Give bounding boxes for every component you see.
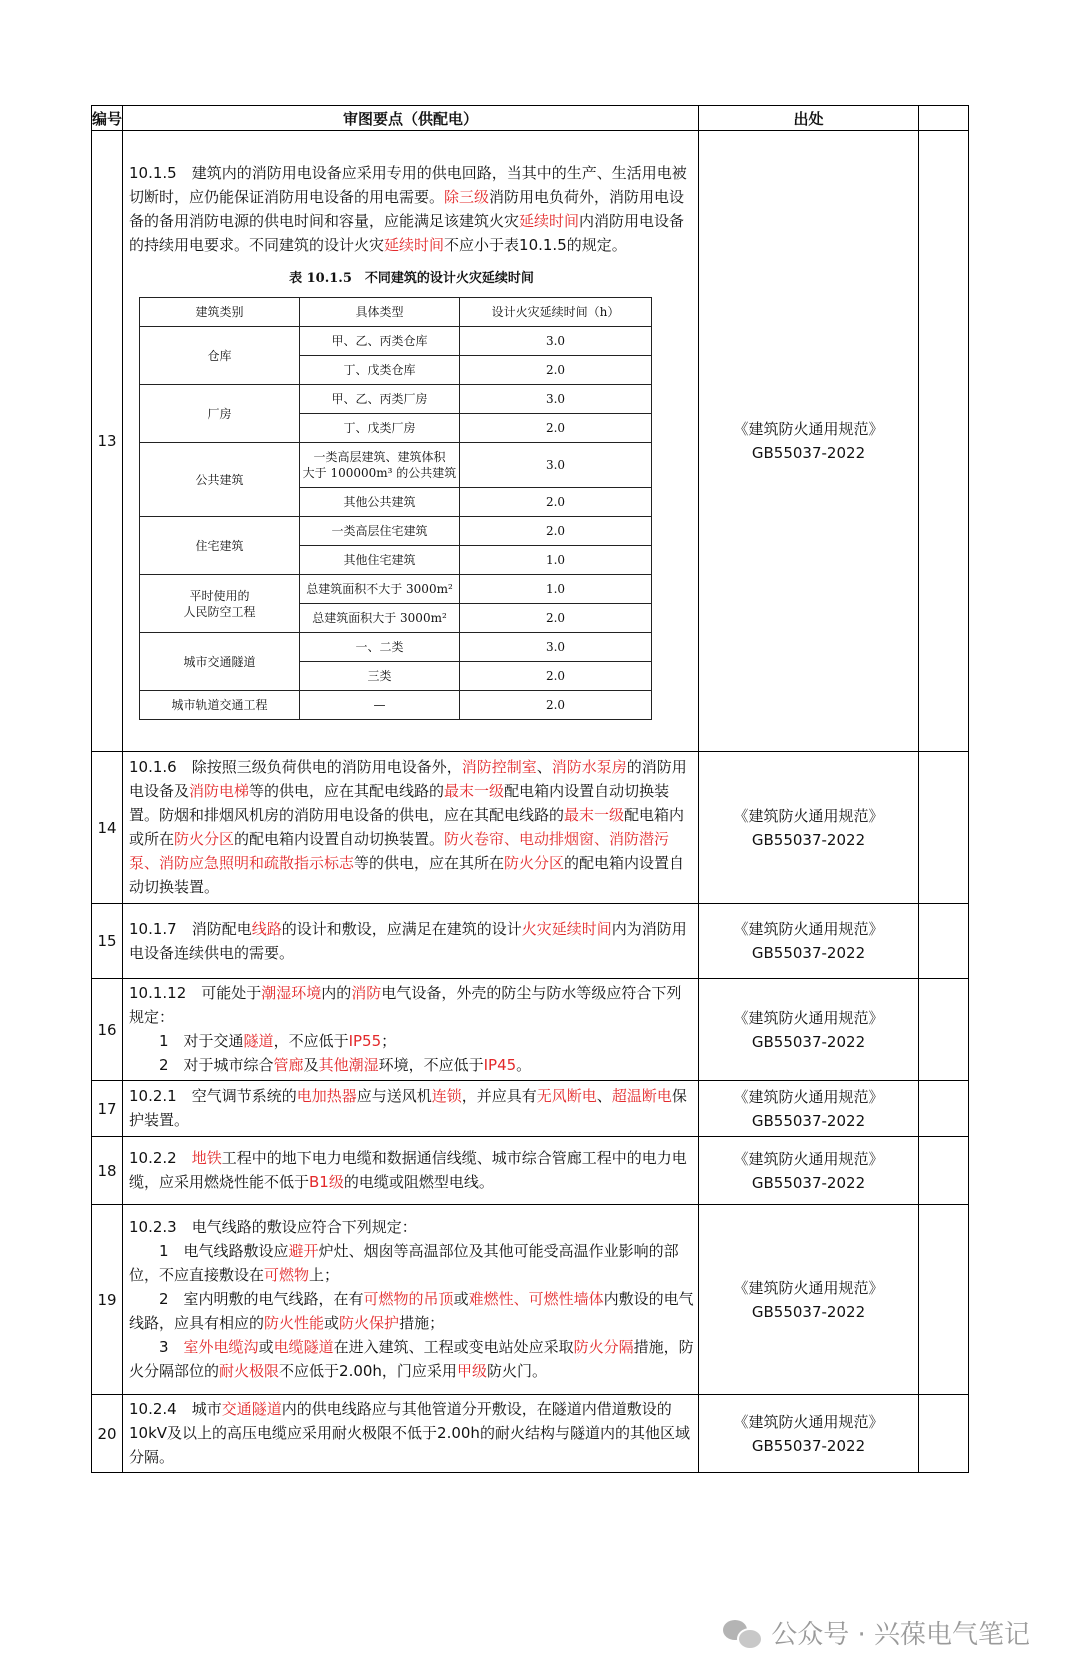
row-number: 18	[92, 1137, 123, 1205]
duration-cell: 3.0	[460, 327, 652, 356]
wechat-icon	[723, 1618, 761, 1648]
sub-table-row	[140, 443, 652, 488]
table-row	[92, 904, 969, 979]
category-cell: 城市交通隧道	[140, 633, 300, 691]
extra-cell	[919, 752, 969, 904]
type-cell: 总建筑面积不大于 3000m²	[300, 575, 460, 604]
watermark	[723, 1614, 1030, 1651]
sub-table-header	[140, 298, 652, 327]
sub-header-duration: 设计火灾延续时间（h）	[460, 298, 652, 327]
duration-cell: 2.0	[460, 604, 652, 633]
sub-header-category: 建筑类别	[140, 298, 300, 327]
table-caption: 表 10.1.5 不同建筑的设计火灾延续时间	[289, 271, 534, 286]
type-cell: 其他住宅建筑	[300, 546, 460, 575]
table-row	[92, 752, 969, 904]
type-cell: 丁、戊类厂房	[300, 414, 460, 443]
source-cell: 《建筑防火通用规范》 GB55037-2022	[699, 1137, 919, 1205]
row-number: 13	[92, 131, 123, 752]
row-number: 19	[92, 1205, 123, 1395]
clause-item: 3 室外电缆沟或电缆隧道在进入建筑、工程或变电站处应采取防火分隔措施，防火分隔部位的耐火极限不应低于2.00h，门应采用甲级防火门。	[129, 1338, 694, 1380]
row-number: 14	[92, 752, 123, 904]
row-content	[123, 131, 699, 752]
header-source: 出处	[699, 106, 919, 131]
type-cell: 其他公共建筑	[300, 488, 460, 517]
category-cell: 公共建筑	[140, 443, 300, 517]
type-cell: 丁、戊类仓库	[300, 356, 460, 385]
duration-cell: 1.0	[460, 546, 652, 575]
duration-cell: 3.0	[460, 633, 652, 662]
sub-table-row	[140, 575, 652, 604]
row-number: 17	[92, 1081, 123, 1137]
extra-cell	[919, 1395, 969, 1473]
row-content: 10.2.1 空气调节系统的电加热器应与送风机连锁，并应具有无风断电、超温断电保护装置。	[123, 1081, 699, 1137]
header-points: 审图要点（供配电）	[123, 106, 699, 131]
category-cell: 城市轨道交通工程	[140, 691, 300, 720]
type-cell: 总建筑面积大于 3000m²	[300, 604, 460, 633]
duration-cell: 2.0	[460, 356, 652, 385]
regulation-sheet	[91, 105, 968, 1473]
category-cell: 仓库	[140, 327, 300, 385]
source-cell: 《建筑防火通用规范》 GB55037-2022	[699, 904, 919, 979]
type-cell: —	[300, 691, 460, 720]
sub-table-row	[140, 691, 652, 720]
source-cell: 《建筑防火通用规范》 GB55037-2022	[699, 1395, 919, 1473]
table-row	[92, 1395, 969, 1473]
sub-table-row	[140, 385, 652, 414]
duration-cell: 3.0	[460, 385, 652, 414]
clause-text: 10.2.3 电气线路的敷设应符合下列规定：	[129, 1218, 417, 1236]
duration-cell: 1.0	[460, 575, 652, 604]
duration-cell: 2.0	[460, 414, 652, 443]
extra-cell	[919, 131, 969, 752]
row-number: 15	[92, 904, 123, 979]
extra-cell	[919, 1205, 969, 1395]
type-cell: 三类	[300, 662, 460, 691]
clause-item: 2 室内明敷的电气线路，在有可燃物的吊顶或难燃性、可燃性墙体内敷设的电气线路，应具有相应的防火性能或防火保护措施；	[129, 1290, 694, 1332]
clause-text: 10.1.5 建筑内的消防用电设备应采用专用的供电回路，当其中的生产、生活用电被切断时，应仍能保证消防用电设备的用电需要。除三级消防用电负荷外，消防用电设备的备用消防电源的供电时间和容量，应能满足该建筑火灾延续时间内消防用电设备的持续用电要求。不同建筑的设计火灾延续时间不应小于表10.1.5的规定。	[129, 164, 687, 254]
clause-item: 1 对于交通隧道，不应低于IP55；	[159, 1032, 397, 1050]
duration-cell: 2.0	[460, 517, 652, 546]
sub-table-row	[140, 517, 652, 546]
row-number: 20	[92, 1395, 123, 1473]
duration-cell: 2.0	[460, 691, 652, 720]
type-cell: 一类高层住宅建筑	[300, 517, 460, 546]
table-row	[92, 979, 969, 1081]
table-row	[92, 1205, 969, 1395]
row-content: 10.2.4 城市交通隧道内的供电线路应与其他管道分开敷设，在隧道内借道敷设的10kV及以上的高压电缆应采用耐火极限不低于2.00h的耐火结构与隧道内的其他区域分隔。	[123, 1395, 699, 1473]
type-cell: 一、二类	[300, 633, 460, 662]
row-content	[123, 979, 699, 1081]
table-row	[92, 1137, 969, 1205]
header-row	[92, 106, 969, 131]
category-cell: 厂房	[140, 385, 300, 443]
sub-table-row	[140, 633, 652, 662]
table-row	[92, 131, 969, 752]
source-cell: 《建筑防火通用规范》 GB55037-2022	[699, 752, 919, 904]
duration-cell: 3.0	[460, 443, 652, 488]
category-cell: 住宅建筑	[140, 517, 300, 575]
clause-item: 1 电气线路敷设应避开炉灶、烟囱等高温部位及其他可能受高温作业影响的部位，不应直接敷设在可燃物上；	[129, 1242, 679, 1284]
extra-cell	[919, 904, 969, 979]
source-cell: 《建筑防火通用规范》 GB55037-2022	[699, 1081, 919, 1137]
sub-header-type: 具体类型	[300, 298, 460, 327]
duration-cell: 2.0	[460, 488, 652, 517]
type-cell: 甲、乙、丙类仓库	[300, 327, 460, 356]
source-cell: 《建筑防火通用规范》 GB55037-2022	[699, 131, 919, 752]
duration-cell: 2.0	[460, 662, 652, 691]
extra-cell	[919, 979, 969, 1081]
type-cell: 一类高层建筑、建筑体积 大于 100000m³ 的公共建筑	[300, 443, 460, 488]
extra-cell	[919, 1137, 969, 1205]
watermark-text: 公众号 · 兴葆电气笔记	[771, 1620, 1030, 1650]
row-content: 10.1.7 消防配电线路的设计和敷设，应满足在建筑的设计火灾延续时间内为消防用电设备连续供电的需要。	[123, 904, 699, 979]
fire-duration-table	[139, 297, 652, 720]
type-cell: 甲、乙、丙类厂房	[300, 385, 460, 414]
header-extra	[919, 106, 969, 131]
clause-text: 10.1.12 可能处于潮湿环境内的消防电气设备，外壳的防尘与防水等级应符合下列规定：	[129, 984, 682, 1026]
row-content	[123, 1205, 699, 1395]
row-content: 10.2.2 地铁工程中的地下电力电缆和数据通信线缆、城市综合管廊工程中的电力电缆，应采用燃烧性能不低于B1级的电缆或阻燃型电线。	[123, 1137, 699, 1205]
table-row	[92, 1081, 969, 1137]
extra-cell	[919, 1081, 969, 1137]
row-content: 10.1.6 除按照三级负荷供电的消防用电设备外，消防控制室、消防水泵房的消防用电设备及消防电梯等的供电，应在其配电线路的最末一级配电箱内设置自动切换装置。防烟和排烟风机房的消防用电设备的供电，应在其配电线路的最末一级配电箱内或所在防火分区的配电箱内设置自动切换装置。防火卷帘、电动排烟窗、消防潜污泵、消防应急照明和疏散指示标志等的供电，应在其所在防火分区的配电箱内设置自动切换装置。	[123, 752, 699, 904]
header-num: 编号	[92, 106, 123, 131]
source-cell: 《建筑防火通用规范》 GB55037-2022	[699, 979, 919, 1081]
row-number: 16	[92, 979, 123, 1081]
review-table	[91, 105, 969, 1473]
source-cell: 《建筑防火通用规范》 GB55037-2022	[699, 1205, 919, 1395]
clause-item: 2 对于城市综合管廊及其他潮湿环境，不应低于IP45。	[159, 1056, 532, 1074]
category-cell: 平时使用的 人民防空工程	[140, 575, 300, 633]
sub-table-row	[140, 327, 652, 356]
